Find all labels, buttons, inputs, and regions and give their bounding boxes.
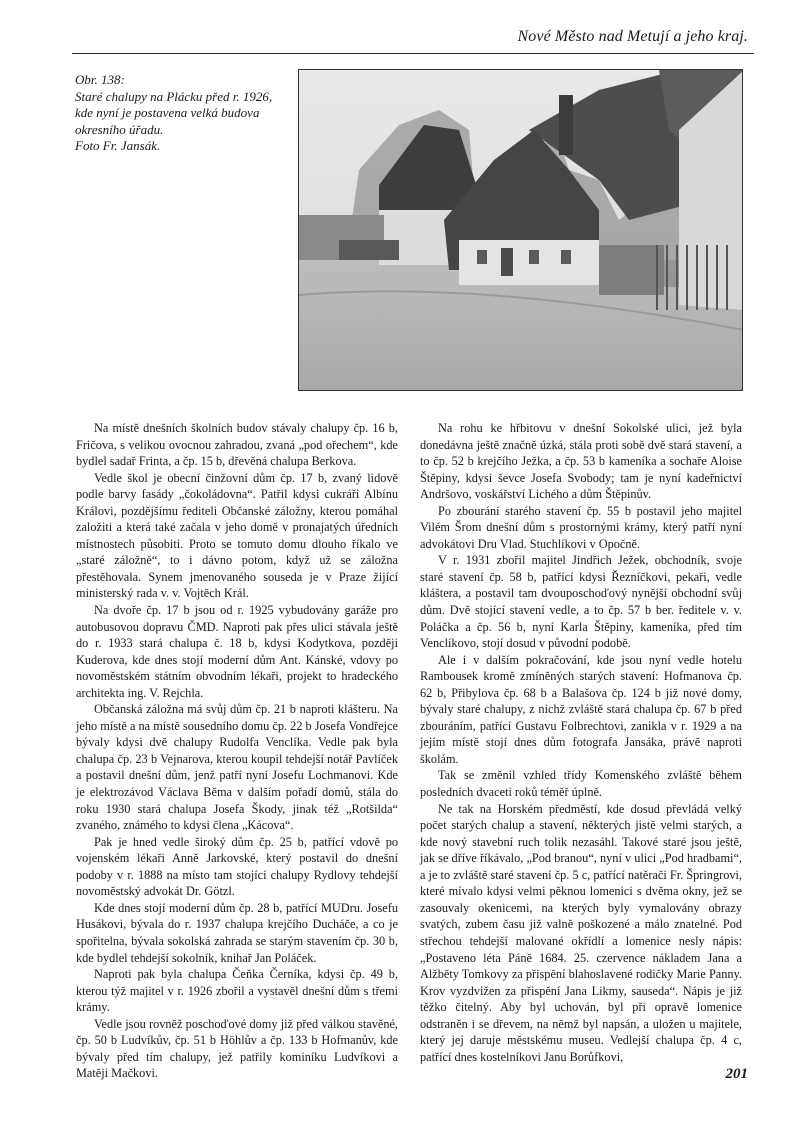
header-rule bbox=[72, 53, 754, 54]
paragraph: Na rohu ke hřbitovu v dnešní Sokolské ulici, jež byla donedávna ještě značně úzká, stála proti sobě dvě stará stavení, a to čp. 52 b krejčího Ježka, a čp. 53 b kameníka a sochaře Aloise Štěpiny, kdysi ševce Josefa Svobody; tam je nyní kadeřnictví Andršovo, voskářství Lichého a dům Štěpinův. bbox=[420, 421, 742, 502]
text-column-left bbox=[76, 420, 398, 1082]
caption-line: Obr. 138: bbox=[75, 72, 125, 87]
paragraph: Kde dnes stojí moderní dům čp. 28 b, patřící MUDru. Josefu Husákovi, bývala do r. 1937 chalupa krejčího Ducháče, a co je spořitelna, bývala sokolská zahrada se starým stavením čp. 30 b, kde bydlel tehdejší sokolník, knihař Jan Poláček. bbox=[76, 900, 398, 965]
paragraph: Vedle jsou rovněž poschoďové domy již před válkou stavěné, čp. 50 b Ludvíkův, čp. 51 b Höhlův a čp. 133 b Hofmanův, kde bývaly před tím chalupy, jež patřily kominíku Ludvíkovi a Matěji Mačkovi. bbox=[76, 1016, 398, 1081]
paragraph: V r. 1931 zbořil majitel Jindřich Ježek, obchodník, svoje staré stavení čp. 58 b, patřící kdysi Řezníčkovi, pekaři, vedle kláštera, a postavil tam dvouposchoďový nynější obchodní svůj dům. Dvě stojící stavení vedle, a to čp. 57 b ber. ředitele v. v. Poláčka a čp. 56 b, nyní Karla Štěpiny, kameníka, před tím Venclíkovo, stojí dosud v původní podobě. bbox=[420, 553, 742, 651]
paragraph: Po zbourání starého stavení čp. 55 b postavil jeho majitel Vilém Šrom dnešní dům s prostornými krámy, který patří nyní advokátovi Dru Vlad. Stuchlíkovi v Opočně. bbox=[420, 503, 742, 551]
paragraph: Na místě dnešních školních budov stávaly chalupy čp. 16 b, Fričova, s velikou ovocnou zahradou, zvaná „pod ořechem“, kde bydlel sadař Frinta, a čp. 15 b, dřevěná chalupa Berkova. bbox=[76, 421, 398, 469]
paragraph: Naproti pak byla chalupa Čeňka Černíka, kdysi čp. 49 b, kterou týž majitel v r. 1926 zbořil a vystavěl dnešní dům s třemi krámy. bbox=[76, 967, 398, 1015]
paragraph: Tak se změnil vzhled třídy Komenského zvláště během posledních dvaceti roků téměř úplně. bbox=[420, 768, 742, 800]
text-column-right bbox=[420, 420, 742, 1065]
historic-photograph bbox=[298, 69, 743, 391]
paragraph: Ne tak na Horském předměstí, kde dosud převládá velký počet starých chalup a stavení, některých jistě velmi starých, a kde nový stavební ruch tolik nezasáhl. Takové staré jsou ještě, jak se dříve říkávalo, „Pod branou“, nyní v ulici „Pod hradbami“, a je to zvláště staré stavení čp. 5 c, patřící natěrači Fr. Špringrovi, které mívalo kdysi velmi pěknou lomenici s dvěma okny, jež se zasouvaly okenicemi, na kterých byly vymalovány obrazy svatých, zubem času již valně poškozené a málo znatelné. Pod střechou tehdejší malované okřídlí a lomenice nesly nápis: „Postaveno léta Páně 1684. 25. czervence nákladem Jana a Alžběty Tomkovy za přispění blahoslavené rodičky Marie Panny. Krov vyzdvižen za přispění Jana Likmy, sauseda“. Nápis je již těžko čitelný. Aby byl uchován, byl při opravě lomenice odstraněn i se dřevem, na němž byl napsán, a uložen u majitele, který jej daruje městskému museu. Vedlejší chalupa čp. 4 c, patřící dnes kostelníkovi Janu Borůfkovi, bbox=[420, 801, 742, 1064]
caption-line: Staré chalupy na Plácku před r. 1926, bbox=[75, 88, 273, 104]
paragraph: Na dvoře čp. 17 b jsou od r. 1925 vybudovány garáže pro autobusovou dopravu ČMD. Naproti pak přes ulici stávala ještě do r. 1933 stará chalupa č. 18 b, kdysi Kodytkova, později Kuderova, kde dnes stojí moderní dům Ant. Kánské, vdovy po novoměstském státním obvodním lékaři, projekt to hradeckého architekta ing. V. Rejchla. bbox=[76, 603, 398, 700]
caption-line: Foto Fr. Jansák. bbox=[75, 138, 161, 153]
paragraph: Vedle škol je obecní činžovní dům čp. 17 b, zvaný lidově podle barvy fasády „čokoládovna“. Patřil kdysi cukráři Albínu Královi, pozdějšímu řediteli Občanské záložny, kterou pomáhal založiti a která také začala v jeho domě v pronajatých úředních místnostech působiti. Proto se tomuto domu dlouho říkalo ve „staré záložně“, to i dávno potom, když už se záložna přestěhovala. Synem jmenovaného souseda je v Praze žijící ministerský rada v. v. Vojtěch Král. bbox=[76, 470, 398, 601]
page-number: 201 bbox=[725, 1066, 748, 1082]
figure-caption bbox=[75, 72, 285, 155]
running-header-title: Nové Město nad Metují a jeho kraj. bbox=[517, 28, 748, 45]
paragraph: Ale i v dalším pokračování, kde jsou nyní vedle hotelu Rambousek kromě zmíněných starých stavení: Hofmanova čp. 62 b, Přibylova čp. 68 b a Balašova čp. 124 b již nové domy, bývaly staré chalupy, z nichž zvláště stará chalupa čp. 67 b před zbouráním, patřící Gustavu Folbrechtovi, zanikla v r. 1929 a na jejím místě stojí dnes dům fotografa Jansáka, právě naproti školám. bbox=[420, 652, 742, 766]
caption-line: kde nyní je postavena velká budova bbox=[75, 105, 260, 120]
caption-line: okresního úřadu. bbox=[75, 121, 164, 137]
paragraph: Občanská záložna má svůj dům čp. 21 b naproti klášteru. Na jeho místě a na místě sousedního domu čp. 22 b Josefa Vondřejce bývaly kdysi dvě chalupy Rudolfa Venclíka. Vedle pak byla chalupa čp. 23 b Vejnarova, kterou koupil tehdejší notář Pavlíček a postavil dnešní dům, jenž patří nyní Josefu Lochmanovi. Kde je elektrozávod Václava Běma v dalším pořadí domů, stála do roku 1930 stará chalupa Josefa Škody, jinak též „Rotšilda“ zvaného, známého to kdysi člena „Kácova“. bbox=[76, 702, 398, 833]
paragraph: Pak je hned vedle široký dům čp. 25 b, patřící vdově po vojenském lékaři Anně Jarkovské, který postavil do dnešní podoby v r. 1888 na místo tam stojící chalupy Rydlovy tehdejší novoměstský advokát Dr. Götzl. bbox=[76, 834, 398, 899]
